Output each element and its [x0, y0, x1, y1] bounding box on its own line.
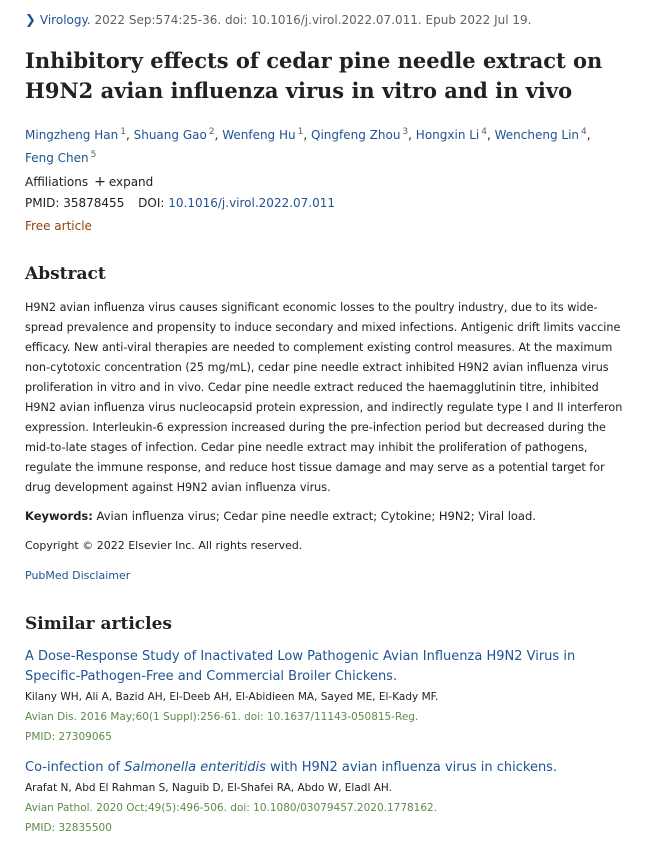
affiliations-label: Affiliations [25, 175, 89, 189]
affiliations-toggle[interactable] [25, 174, 153, 190]
copyright: Copyright © 2022 Elsevier Inc. All rights reserved. [25, 539, 303, 552]
author-affiliation-ref[interactable]: 1 [297, 127, 304, 137]
similar-article [25, 758, 625, 838]
abstract-heading: Abstract [25, 264, 106, 284]
keywords [25, 509, 536, 523]
doi-label: DOI: [138, 196, 165, 210]
author-affiliation-ref[interactable]: 5 [90, 150, 97, 160]
affiliations-expand: expand [108, 175, 154, 189]
similar-article-pmid: PMID: 27309065 [25, 731, 112, 743]
chevron-right-icon: ❯ [25, 13, 36, 28]
title-text: with H9N2 avian influenza virus in chickens. [265, 760, 558, 775]
citation-details: 2022 Sep:574:25-36. doi: 10.1016/j.virol.2022.07.011. Epub 2022 Jul 19. [90, 13, 532, 27]
author-affiliation-ref[interactable]: 3 [402, 127, 409, 137]
author-affiliation-ref[interactable]: 4 [481, 127, 487, 137]
similar-article-authors: Arafat N, Abd El Rahman S, Naguib D, El-Shafei RA, Abdo W, Eladl AH. [25, 782, 392, 794]
free-article-badge: Free article [25, 219, 92, 233]
author-link[interactable]: Mingzheng Han [25, 128, 119, 142]
similar-articles-heading: Similar articles [25, 614, 173, 634]
journal-link[interactable]: Virology. [39, 13, 91, 27]
similar-article-citation: Avian Dis. 2016 May;60(1 Suppl):256-61. doi: 10.1637/11143-050815-Reg. [25, 711, 419, 723]
identifiers [25, 196, 335, 210]
similar-article-citation: Avian Pathol. 2020 Oct;49(5):496-506. doi: 10.1080/03079457.2020.1778162. [25, 802, 438, 814]
author-affiliation-ref[interactable]: 2 [208, 127, 215, 137]
author-list: Mingzheng Han $^1$, Shuang Gao $^2$, Wenfeng Hu $^1$, Qingfeng Zhou $^3$, Hongxin Li $^4$, Wencheng Lin $^4$, Feng Chen $^5$ [25, 127, 591, 165]
author-affiliation-ref[interactable]: 1 [120, 127, 126, 137]
pmid-value: 35878455 [63, 196, 125, 210]
author-link[interactable]: Wenfeng Hu [222, 128, 296, 142]
author-link[interactable]: Wencheng Lin [494, 128, 580, 142]
pubmed-disclaimer-link[interactable]: PubMed Disclaimer [25, 569, 131, 582]
similar-article-title-link[interactable]: A Dose-Response Study of Inactivated Low Pathogenic Avian Influenza H9N2 Virus in Specific-Pathogen-Free and Commercial Broiler Chickens. [25, 649, 576, 684]
doi-link[interactable]: 10.1016/j.virol.2022.07.011 [168, 196, 336, 210]
keywords-label: Keywords: [25, 509, 93, 523]
title-italic-text: Salmonella enteritidis [124, 760, 266, 775]
author-link[interactable]: Feng Chen [25, 151, 89, 165]
similar-article-authors: Kilany WH, Ali A, Bazid AH, El-Deeb AH, El-Abidieen MA, Sayed ME, El-Kady MF. [25, 691, 439, 703]
abstract-text: H9N2 avian influenza virus causes significant economic losses to the poultry industry, due to its wide-spread prevalence and propensity to induce secondary and mixed infections. Antigenic drift limits vaccine efficacy. New anti-viral therapies are needed to complement existing control measures. At the maximum non-cytotoxic concentration (25 mg/mL), cedar pine needle extract inhibited H9N2 avian influenza virus proliferation in vitro and in vivo. Cedar pine needle extract reduced the haemagglutinin titre, inhibited H9N2 avian influenza virus nucleocapsid protein expression, and indirectly regulate type I and II interferon expression. Interleukin-6 expression increased during the pre-infection period but decreased during the mid-to-late stages of infection. Cedar pine needle extract may inhibit the proliferation of pathogens, regulate the immune response, and reduce host tissue damage and may serve as a potential target for drug development against H9N2 avian influenza virus. [25, 301, 623, 494]
article-title: Inhibitory effects of cedar pine needle extract on H9N2 avian influenza virus in vitro and in vivo [25, 48, 603, 103]
keywords-list: Avian influenza virus; Cedar pine needle extract; Cytokine; H9N2; Viral load. [92, 509, 536, 523]
author-link[interactable]: Shuang Gao [133, 128, 207, 142]
author-link[interactable]: Qingfeng Zhou [311, 128, 401, 142]
author-affiliation-ref[interactable]: 4 [581, 127, 587, 137]
author-link[interactable]: Hongxin Li [415, 128, 480, 142]
pmid-label: PMID: [25, 196, 60, 210]
similar-article-title-link[interactable] [25, 758, 625, 778]
citation-line [25, 13, 531, 28]
similar-article-pmid: PMID: 32835500 [25, 822, 112, 834]
plus-icon: + [94, 174, 106, 190]
similar-article [25, 647, 625, 747]
title-text: Co-infection of [25, 760, 125, 775]
